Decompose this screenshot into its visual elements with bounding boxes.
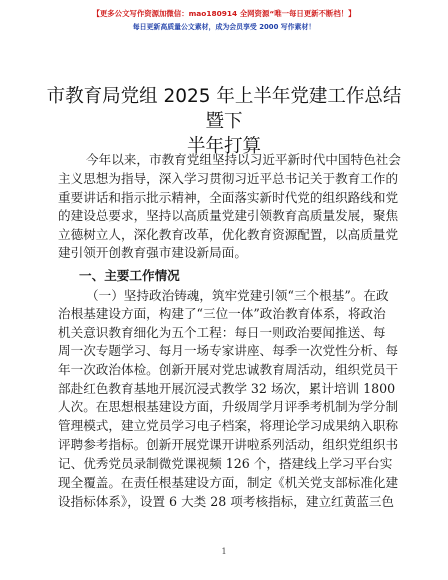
intro-line: 立德树立人，深化教育改革，优化教育资源配置，以高质量党 xyxy=(58,227,399,242)
intro-line: 的建设总要求，坚持以高质量党建引领教育高质量发展，聚焦 xyxy=(58,208,399,223)
promo-banner-line-2: 每日更新高质量公文素材，成为会员享受 2000 写作素材！ xyxy=(132,23,316,31)
page-number: 1 xyxy=(221,547,227,556)
section-line: 现全覆盖。在责任根基建设方面，制定《机关党支部标准化建 xyxy=(58,475,399,490)
section-line: 周一次专题学习、每月一场专家讲座、每季一次党性分析、每 xyxy=(58,343,399,358)
section-line: （一）坚持政治铸魂，筑牢党建引领“三个根基”。在政 xyxy=(86,288,389,303)
section-line: 记、优秀党员录制微党课视频 126 个，搭建线上学习平台实 xyxy=(58,456,393,471)
section-line: 评聘参考指标。创新开展党课开讲啦系列活动，组织党组织书 xyxy=(58,437,399,452)
section-line: 年一次政治体检。创新开展对党忠诚教育周活动，组织党员干 xyxy=(58,362,399,377)
section-heading: 一、主要工作情况 xyxy=(79,268,180,283)
section-line: 机关意识教育细化为五个工程：每日一则政治要闻推送、每 xyxy=(58,325,386,340)
section-line: 设指标体系》，设置 6 大类 28 项考核指标，建立红黄蓝三色 xyxy=(58,494,395,509)
document-title-line-2: 半年打算 xyxy=(186,136,261,157)
document-title-line-1: 市教育局党组 2025 年上半年党建工作总结暨下 xyxy=(46,86,402,132)
section-line: 部赴红色教育基地开展沉浸式教学 32 场次，累计培训 1800 xyxy=(58,381,396,396)
promo-banner-line-1: 【更多公文写作资源加微信：mao180914 全网资源“唯一每日更新不断档！】 xyxy=(92,9,356,18)
section-line: 治根基建设方面，构建了“三位一体”政治教育体系，将政治 xyxy=(58,306,386,321)
document-title xyxy=(40,84,408,159)
section-line: 管理模式，建立党员学习电子档案，将理论学习成果纳入职称 xyxy=(58,418,399,433)
section-line: 人次。在思想根基建设方面，升级周学月评季考机制为学分制 xyxy=(58,399,399,414)
intro-line: 主义思想为指导，深入学习贯彻习近平总书记关于教育工作的 xyxy=(58,171,399,186)
intro-line: 今年以来，市教育党组坚持以习近平新时代中国特色社会 xyxy=(86,152,401,167)
intro-line: 重要讲话和指示批示精神，全面落实新时代党的组织路线和党 xyxy=(58,190,399,205)
intro-line: 建引领开创教育强市建设新局面。 xyxy=(58,245,247,260)
